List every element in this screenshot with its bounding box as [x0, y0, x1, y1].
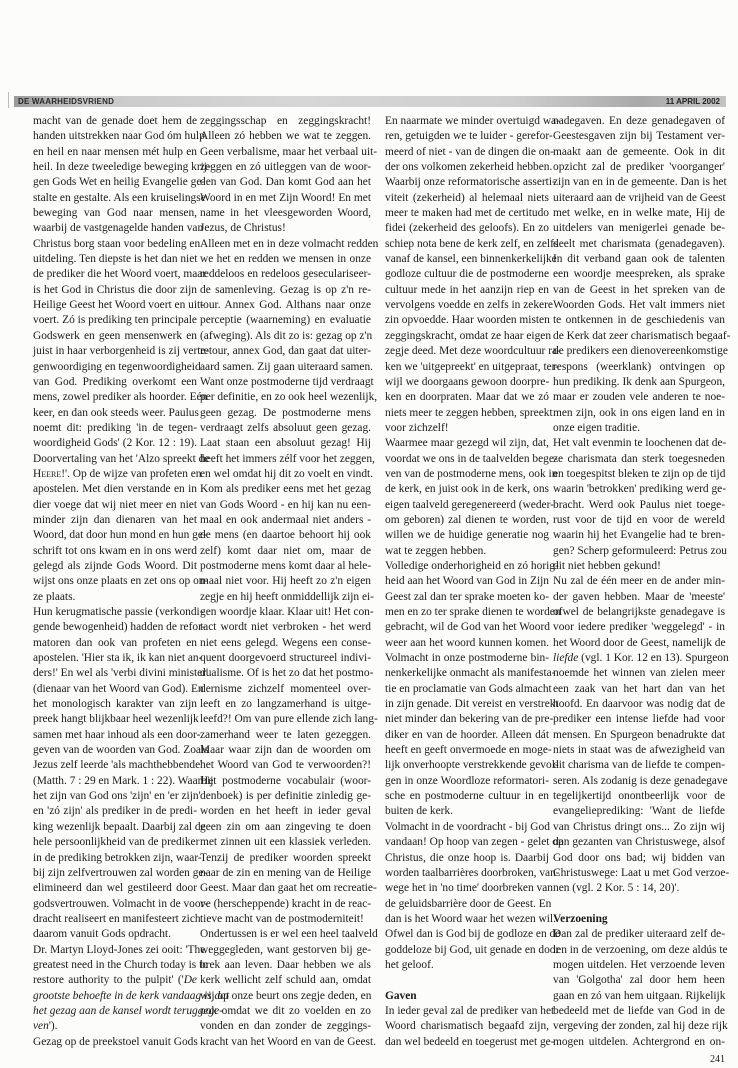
text-line: ofwel de belangrijkste genadegave is [553, 606, 725, 618]
text-line: niet minder dan bekering van de pre- [385, 713, 554, 726]
text-line: willen we de huidige generatie nog [385, 529, 549, 542]
text-line: waarbij de vastgenagelde handen van [33, 222, 204, 235]
text-line: voert. Zó is prediking ten principale [33, 314, 197, 327]
paragraph-spacer [553, 897, 725, 912]
text-line: quent doorgevoerd structureel indivi- [200, 652, 371, 665]
section-heading: Verzoening [553, 912, 608, 925]
text-line: Gezag op de preekstoel vanuit Gods [33, 1035, 198, 1048]
text-line: mens, zowel prediker als hoorder. Eén [33, 391, 208, 404]
text-line: Het postmoderne vocabulair (woor- [200, 774, 371, 787]
italic-text-run: grootste behoefte in de kerk vandaag is dat [33, 989, 230, 1002]
text-line: de geluidsbarrière door de Geest. En [385, 897, 552, 910]
text-line: hun prediking. Ik denk aan Spurgeon, [553, 375, 725, 388]
text-line: retour, annex God, dan gaat dat uiter- [200, 345, 371, 358]
text-run: '). [48, 1020, 58, 1033]
text-line: uitdelers van menigerlei genade be- [553, 222, 725, 235]
text-line [33, 1004, 224, 1019]
text-line: maal en ook andermaal niet anders - [200, 513, 371, 526]
text-line: Nu zal de één meer en de ander min- [553, 575, 725, 588]
text-line: denboek) is per definitie zinledig ge- [200, 790, 371, 803]
text-line: brek aan leven. Daar hebben we als [200, 958, 371, 971]
text-run: !'. Op de wijze van profeten en [61, 467, 202, 480]
text-line: verdraagt zelfs absoluut geen gezag. [200, 421, 371, 434]
text-line: Want onze postmoderne tijd verdraagt [200, 375, 374, 388]
text-line: cultuur mede in het aanzijn riep en [385, 283, 549, 296]
text-line: Jezus, de Christus! [200, 222, 286, 235]
text-line: uitdeling. Ten diepste is het dan niet [33, 253, 198, 266]
text-line: vonden en dan zonder de zeggings- [200, 1020, 371, 1033]
text-line: de samenleving. Gezag is op z'n re- [200, 283, 371, 296]
text-line: (afweging). Als dit zo is: gezag op z'n [200, 329, 373, 342]
text-line: zin opvoedde. Haar woorden misten [385, 314, 550, 327]
text-line: en 'zó zijn' als prediker in de predi- [33, 805, 197, 818]
text-line: dit niet hebben gekund! [553, 559, 661, 572]
text-column-3 [385, 114, 564, 1050]
text-line: Kom als prediker eens met het gezag [200, 483, 371, 496]
text-line: weer aan het woord kunnen komen. [385, 636, 549, 649]
italic-text-run: ven [33, 1020, 49, 1033]
text-line: genwoordiging en tegenwoordigheid [33, 360, 201, 373]
text-line: ook omdat we dit zo voelden en zo [200, 1004, 371, 1017]
text-line: apostelen. 'Hier sta ik, ik kan niet an- [33, 652, 203, 665]
text-line: ken we 'uitgepreekt' en uitgepraat, ter- [385, 360, 560, 373]
text-line: vandaan! Op hoop van zegen - gelet op [385, 836, 564, 849]
text-line: zeggingsschap en zeggingskracht! [200, 115, 371, 127]
text-line: Het valt evenmin te loochenen dat de- [553, 437, 727, 450]
text-line: leefd?! Om van pure ellende zich lang- [200, 713, 378, 726]
text-line: men en zo ter sprake dienen te worden [385, 606, 561, 618]
paragraph [553, 436, 725, 574]
text-line: Ondertussen is er wel een heel taalveld [200, 928, 378, 941]
text-line: hoofd. En daarvoor was nodig dat de [553, 698, 725, 711]
text-line: het zijn van God ons 'zijn' en 'er zijn' [33, 790, 201, 803]
italic-text-run: De [183, 974, 197, 987]
text-line: bracht. Werd ook Paulus niet toege- [553, 498, 725, 511]
text-line: handen uitstrekken naar God óm hulp [33, 130, 205, 143]
text-line: God door ons bad; wij bidden van [553, 851, 725, 864]
text-line: Woord, dat door hun mond en hun ge- [33, 529, 207, 542]
text-line: gebracht, wil de God van het Woord [385, 621, 550, 634]
text-line: noemde het winnen van zielen meer [553, 667, 725, 680]
text-line: beweging van God naar mensen, [33, 207, 197, 220]
text-line: vervolgens voedde en zelfs in zekere [385, 299, 553, 312]
text-line: om geboren) zal dienen te worden, [385, 513, 549, 526]
text-line: hele persoonlijkheid van de prediker [33, 836, 200, 849]
text-line: van 'Golgotha' zal door hem heen [553, 974, 725, 987]
text-column-1 [33, 114, 230, 1050]
text-line: Dan zal de prediker uiteraard zelf de- [553, 928, 725, 941]
text-line: postmoderne mens komt daar al hele- [200, 559, 372, 572]
text-line: zegje deed. Met deze woordcultuur ra- [385, 345, 561, 358]
text-line: uiteraard aan de vrijheid van de Geest [553, 191, 726, 204]
text-line: buiten de kerk. [385, 805, 454, 818]
text-line: dit charisma van de liefde te compen- [553, 759, 725, 772]
paragraph [200, 114, 378, 237]
text-line: schrift tot ons kwam en in ons werd [33, 544, 197, 557]
paragraph [553, 927, 728, 1050]
paragraph [385, 436, 558, 559]
text-line: Woord charismatisch begaafd zijn, [385, 1020, 549, 1033]
text-line: king wezenlijk bepaalt. Daarbij zal de [33, 820, 206, 833]
text-line: gende bewogenheid) hadden de refor- [33, 621, 206, 634]
text-line: vanaf de kansel, een binnenkerkelijke [385, 253, 557, 266]
text-line: tour. Annex God. Althans naar onze [200, 299, 371, 312]
text-line: dernisme zichzelf momenteel over- [200, 682, 371, 695]
text-line: Ofwel dan is God bij de godloze en de [385, 928, 561, 941]
text-line: heeft en geeft onvermoede en moge- [385, 744, 552, 757]
text-line: Laat staan een absoluut gezag! Hij [200, 437, 371, 450]
text-line: evangelieprediking: 'Want de liefde [553, 805, 725, 818]
text-line: ze charismata dan sterk toegesneden [553, 452, 725, 465]
text-line: de kerk, en juist ook in de kerk, ons [385, 483, 549, 496]
text-line: ven van de postmoderne mens, ook in [385, 467, 558, 480]
text-line: heeft het immers zélf voor het zeggen, [200, 452, 375, 465]
text-line: worden taalbarrières doorbroken, van- [385, 866, 560, 879]
text-line: de Kerk dat zeer charismatisch begaaf- [553, 329, 731, 342]
text-line: name in het vleesgeworden Woord, [200, 207, 371, 220]
issue-date: 11 APRIL 2002 [665, 97, 720, 106]
text-line: van Christus dringt ons... Zo zijn wij [553, 820, 725, 833]
text-line: Volmacht in de voordracht - bij God [385, 820, 550, 833]
text-line: van de Geest in het spreken van de [553, 283, 725, 296]
text-line: voordat we ons in de taalvelden bege- [385, 452, 558, 465]
publication-name: DE WAARHEIDSVRIEND [18, 97, 115, 106]
text-line: leeft en zo langzamerhand is uitge- [200, 698, 371, 711]
text-line: goddeloze bij God, uit genade en door [385, 943, 560, 956]
text-line: tie en proclamatie van Gods almacht [385, 682, 552, 695]
text-line: zelf) komt daar niet om, maar de [200, 544, 371, 557]
text-line: het geloof. [385, 958, 434, 971]
text-line: wege het in 'no time' doorbreken van [385, 882, 553, 895]
text-line: niets meer te zeggen hebben, spreekt [385, 406, 553, 419]
text-line: matoren dan ook van profeten en [33, 636, 197, 649]
text-line: sche en postmoderne cultuur in en [385, 790, 549, 803]
text-line: met zinnen uit een klassiek verleden. [200, 836, 371, 849]
paragraph [385, 1004, 555, 1050]
text-line: len in de verzoening, om deze aldús te [553, 943, 728, 956]
text-line: voor iedere prediker 'weggelegd' - in [553, 621, 725, 634]
scan-edge-mark [8, 92, 9, 108]
running-header [14, 96, 726, 107]
text-line: wijl we doorgaans gewoon doorpre- [385, 375, 550, 388]
text-line: noemt dit: prediking 'in de tegen- [33, 421, 197, 434]
text-line: schiep nota bene de kerk zelf, en zelfs [385, 237, 559, 250]
text-line: macht van de genade doet hem de [33, 115, 197, 127]
text-line: Christus, die onze hoop is. Daarbij [385, 851, 549, 864]
text-line: zegje en hij heeft onmiddellijk zijn ei- [200, 590, 374, 603]
text-line: tegelijkertijd onontbeerlijk voor de [553, 790, 725, 803]
text-line: (Matth. 7 : 29 en Mark. 1 : 22). Waarbij [33, 774, 214, 787]
text-line: maar er zouden vele anderen te noe- [553, 391, 725, 404]
text-line: apostelen. Met dien verstande en in [33, 483, 197, 496]
paragraph [33, 1035, 197, 1050]
text-line [33, 467, 202, 482]
italic-text-run: liefde [553, 652, 579, 665]
text-line: mensen. En Spurgeon benadrukte dat [553, 728, 725, 741]
paragraph [200, 237, 379, 927]
text-line: maakt aan de gemeente. Ook in dit [553, 145, 725, 158]
text-line: keer, en dan ook steeds weer. Paulus [33, 406, 199, 419]
text-line: gaan en zó van hem uitgaan. Rijkelijk [553, 989, 726, 1002]
text-line: zamerhand weer te laten gezeggen. [200, 728, 371, 741]
text-line: fidei (zekerheid des geloofs). En zo [385, 222, 549, 235]
text-line: prediker een intense liefde had voor [553, 713, 725, 726]
paragraph [33, 114, 211, 605]
paragraph [385, 114, 561, 436]
text-line: naar de zin en mening van de Heilige [200, 866, 371, 879]
paragraph [553, 114, 731, 436]
text-line: ders!' En wel als 'verbi divini minister' [33, 667, 209, 680]
text-line: ken en doorpraten. Maar dat we zó [385, 391, 549, 404]
text-line: voor zichzelf! [385, 421, 449, 434]
text-line: Doorvertaling van het 'Alzo spreekt de [33, 452, 210, 465]
text-line: geven van de woorden van God. Zoals [33, 744, 209, 757]
text-line: geen gezag. De postmoderne mens [200, 406, 371, 419]
text-line: der gaven hebben. Maar de 'meeste' [553, 590, 725, 603]
text-line: heid aan het Woord van God in Zijn [385, 575, 549, 588]
text-line: Christuswege: Laat u met God verzoe- [553, 866, 730, 879]
paragraph [33, 605, 214, 943]
text-line: meer te maken had met de certitudo [385, 207, 549, 220]
text-line: stalte en gestalte. Als een kruiselingse [33, 191, 206, 204]
text-line: worden en het heeft in ieder geval [200, 805, 371, 818]
text-line: respons (weerklank) ontvingen op [553, 360, 725, 373]
text-line: gen? Scherp geformuleerd: Petrus zou [553, 544, 727, 557]
text-line: Volmacht in onze postmoderne bin- [385, 652, 549, 665]
text-line: Tenzij de prediker woorden spreekt [200, 851, 371, 864]
text-line: zeggen en zó uitleggen van de woor- [200, 161, 371, 174]
text-line: Hun kerugmatische passie (verkondi- [33, 606, 204, 618]
text-line: zeggingskracht, omdat ze haar eigen [385, 329, 552, 342]
text-line: eigen taalveld geregenereerd (weder- [385, 498, 554, 511]
text-line: Woorden Gods. Het valt immers niet [553, 299, 725, 312]
text-line: Geestesgaven zijn bij Testament ver- [553, 130, 725, 143]
text-line: Dr. Martyn Lloyd-Jones zei ooit: 'The [33, 943, 206, 956]
text-line: nen (vgl. 2 Kor. 5 : 14, 20)'. [553, 882, 680, 895]
text-line: meerd of niet - van de dingen die on- [385, 145, 554, 158]
text-line: heil. In deze tweeledige beweging krij- [33, 161, 211, 174]
paragraph-spacer [385, 973, 549, 988]
text-line: greatest need in the Church today is to [33, 958, 208, 971]
text-line: reddeloos en redeloos geseculariseer- [200, 268, 371, 281]
text-line: van God. Prediking overkomt een [33, 375, 197, 388]
paragraph [33, 943, 230, 1035]
text-line: dan is het Woord waar het wezen wil. [385, 912, 556, 925]
text-line: vergeving der zonden, zal hij deze rijk [553, 1020, 728, 1033]
text-line: gen woordje klaar. Klaar uit! Het con- [200, 606, 374, 618]
text-line: nadegaven. En deze genadegaven of [553, 115, 725, 127]
text-line: Christus borg staan voor bedeling en [33, 237, 201, 250]
text-line: samen met haar inhoud als een door- [33, 728, 201, 741]
text-line: wij op onze beurt ons zegje deden, en [200, 989, 372, 1002]
text-line: In dit verband gaan ook de talenten [553, 253, 725, 266]
text-line: Geest. Maar dan gaat het om recreatie- [200, 882, 377, 895]
text-line: rust voor de tijd en voor de wereld [553, 513, 725, 526]
text-line: we het en redden we mensen in onze [200, 253, 371, 266]
text-line: bij zijn zelfvertrouwen zal worden ge- [33, 866, 208, 879]
text-line: tieve macht van de postmoderniteit! [200, 912, 364, 925]
text-line: mogen uitdelen. Het verzoende leven [553, 958, 725, 971]
text-line: diker en van de hoorder. Alleen dát [385, 728, 549, 741]
text-line: den van God. Dan komt God aan het [200, 176, 371, 189]
text-line: aard samen. Zij gaan uiteraard samen. [200, 360, 373, 373]
text-line: het monologisch karakter van zijn [33, 698, 197, 711]
text-line: Waarbij onze reformatorische asserti- [385, 176, 556, 189]
text-line: dan wel bedeeld en toegerust met ge- [385, 1035, 555, 1048]
text-line: seren. Als zodanig is deze genadegave [553, 774, 728, 787]
paragraph [385, 559, 561, 820]
text-line: gen in onze Woordloze reformatori- [385, 774, 549, 787]
text-line: viteit (zekerheid) al helemaal niets [385, 191, 549, 204]
text-line: Godswerk en geen mensenwerk en [33, 329, 197, 342]
italic-text-run: het gezag aan de kansel wordt teruggege- [33, 1004, 224, 1017]
text-line: Geen verbalisme, maar het verbaal uit- [200, 145, 378, 158]
text-line [33, 973, 197, 988]
text-line: Heilige Geest het Woord voert en uit- [33, 299, 204, 312]
section-heading: Gaven [385, 989, 417, 1002]
text-line: Woord in en met Zijn Woord! En met [200, 191, 371, 204]
text-line: niet eens gelegd. Wegens een conse- [200, 636, 371, 649]
text-line: te ontkennen in de geschiedenis van [553, 314, 725, 327]
text-line: Alleen zó hebben we wat te zeggen. [200, 130, 371, 143]
text-line: En naarmate we minder overtuigd wa- [385, 115, 560, 127]
text-line: wijst ons onze plaats en zet ons op on- [33, 575, 209, 588]
text-line: is het God in Christus die door zijn [33, 283, 197, 296]
text-line: dan gezanten van Christuswege, alsof [553, 836, 725, 849]
text-line: der ons volkomen zekerheid hebben. [385, 161, 553, 174]
text-line: kerk wellicht zelf schuld aan, omdat [200, 974, 371, 987]
text-line: tact wordt niet verbroken - het werd [200, 621, 371, 634]
text-line: een zaak van het hart dan van het [553, 682, 725, 695]
text-line: men zijn, ook in ons eigen land en in [553, 406, 725, 419]
text-line: Jezus zelf leerde 'als machthebbende' [33, 759, 203, 772]
text-line: geen zin om aan zingeving te doen [200, 820, 371, 833]
text-line: en wel omdat hij dit zo voelt en vindt. [200, 467, 374, 480]
text-line: nenkerkelijke onmacht als manifesta- [385, 667, 556, 680]
paragraph [200, 927, 378, 1050]
text-line: het Woord door de Geest, namelijk de [553, 636, 726, 649]
text-line: de mens (en daartoe behoort hij ook [200, 529, 371, 542]
text-line: ren, getuigden we te luider - gerefor- [385, 130, 553, 143]
text-line: de predikers een dienovereenkomstige [553, 345, 728, 358]
text-line: deelt met charismata (genadegaven). [553, 237, 725, 250]
text-line: waarin hij het Evangelie had te bren- [553, 529, 725, 542]
text-line: de prediker die het Woord voert, maar [33, 268, 207, 281]
text-column-2 [200, 114, 379, 1050]
text-line: het Woord van God te verwoorden?! [200, 759, 371, 772]
text-line: zijn van en in de gemeente. Dan is het [553, 176, 727, 189]
text-line [33, 1019, 197, 1034]
text-line: en heil en naar mensen mét hulp en [33, 145, 197, 158]
text-line: ve (herscheppende) kracht in de reac- [200, 897, 372, 910]
text-line: Geest zal dan ter sprake moeten ko- [385, 590, 549, 603]
text-line: ze plaats. [33, 590, 76, 603]
text-line: maal niet voor. Hij heeft zo z'n eigen [200, 575, 371, 588]
text-line: juist in haar verborgenheid is zij verte- [33, 345, 210, 358]
text-line: en toegespitst bleken te zijn op de tijd [553, 467, 726, 480]
text-line: kracht van het Woord en van de Geest. [200, 1035, 376, 1048]
text-line: daarom vanuit Gods opdracht. [33, 928, 171, 941]
text-line: dracht realiseert en manifesteert zich [33, 912, 201, 925]
text-line: godloze cultuur die de postmoderne [385, 268, 549, 281]
small-caps-text-run: Heere [33, 467, 62, 480]
text-line [553, 651, 729, 666]
text-run: (vgl. 1 Kor. 12 en 13). Spurgeon [578, 652, 729, 665]
text-run: restore authority to the pulpit' (' [33, 974, 184, 987]
text-line: met welke, en in welke mate, Hij de [553, 207, 725, 220]
text-line: in zijn genade. Dit vereist en verstrekt [385, 698, 559, 711]
text-line [33, 989, 230, 1004]
paragraph [385, 820, 564, 973]
text-line: (dienaar van het Woord van God). En [33, 682, 204, 695]
page-number: 241 [710, 1053, 725, 1065]
text-line: dier voege dat wij niet meer en niet [33, 498, 197, 511]
text-line: elimineerd dan wel gestileerd door [33, 882, 197, 895]
text-line: per definitie, en zo ook heel wezenlijk, [200, 391, 378, 404]
text-line: Alleen met en in deze volmacht redden [200, 237, 379, 250]
text-line: waarin 'betrokken' prediking werd ge- [553, 483, 727, 496]
text-line: opzicht zal de prediker 'voorganger' [553, 161, 725, 174]
text-line: preek hangt blijkbaar heel wezenlijk [33, 713, 199, 726]
text-line: onze eigen traditie. [553, 421, 640, 434]
text-line: van Gods Woord - en hij kan nu een- [200, 498, 371, 511]
text-line: godsvertrouwen. Volmacht in de voor- [33, 897, 208, 910]
text-line: Volledige onderhorigheid en zó horig- [385, 559, 559, 572]
text-line: lijk onverhoopte verstrekkende gevol- [385, 759, 559, 772]
text-line: perceptie (waarneming) en evaluatie [200, 314, 371, 327]
text-line: in de prediking betrokken zijn, waar- [33, 851, 202, 864]
text-line: weggegleden, want gestorven bij ge- [200, 943, 371, 956]
text-line: een woordje meespreken, als sprake [553, 268, 725, 281]
text-line: wat te zeggen hebben. [385, 544, 487, 557]
text-line: Waarmee maar gezegd wil zijn, dat, [385, 437, 549, 450]
text-line: bedeeld met de liefde van God in de [553, 1004, 725, 1017]
text-line: woordigheid Gods' (2 Kor. 12 : 19). [33, 437, 197, 450]
text-line: In ieder geval zal de prediker van het [385, 1004, 555, 1017]
paragraph [553, 574, 730, 896]
text-column-4 [553, 114, 731, 1067]
text-line: dualisme. Of is het zo dat het postmo- [200, 667, 374, 680]
text-line: Maar waar zijn dan de woorden om [200, 744, 371, 757]
text-line: niets in staat was de afwezigheid van [553, 744, 725, 757]
text-line: minder zijn dan dienaren van het [33, 513, 197, 526]
text-line: mogen uitdelen. Achtergrond en on- [553, 1035, 725, 1048]
text-line: gen Gods Wet en heilig Evangelie ge- [33, 176, 206, 189]
text-line: gelegd als zijnde Gods Woord. Dit [33, 559, 197, 572]
